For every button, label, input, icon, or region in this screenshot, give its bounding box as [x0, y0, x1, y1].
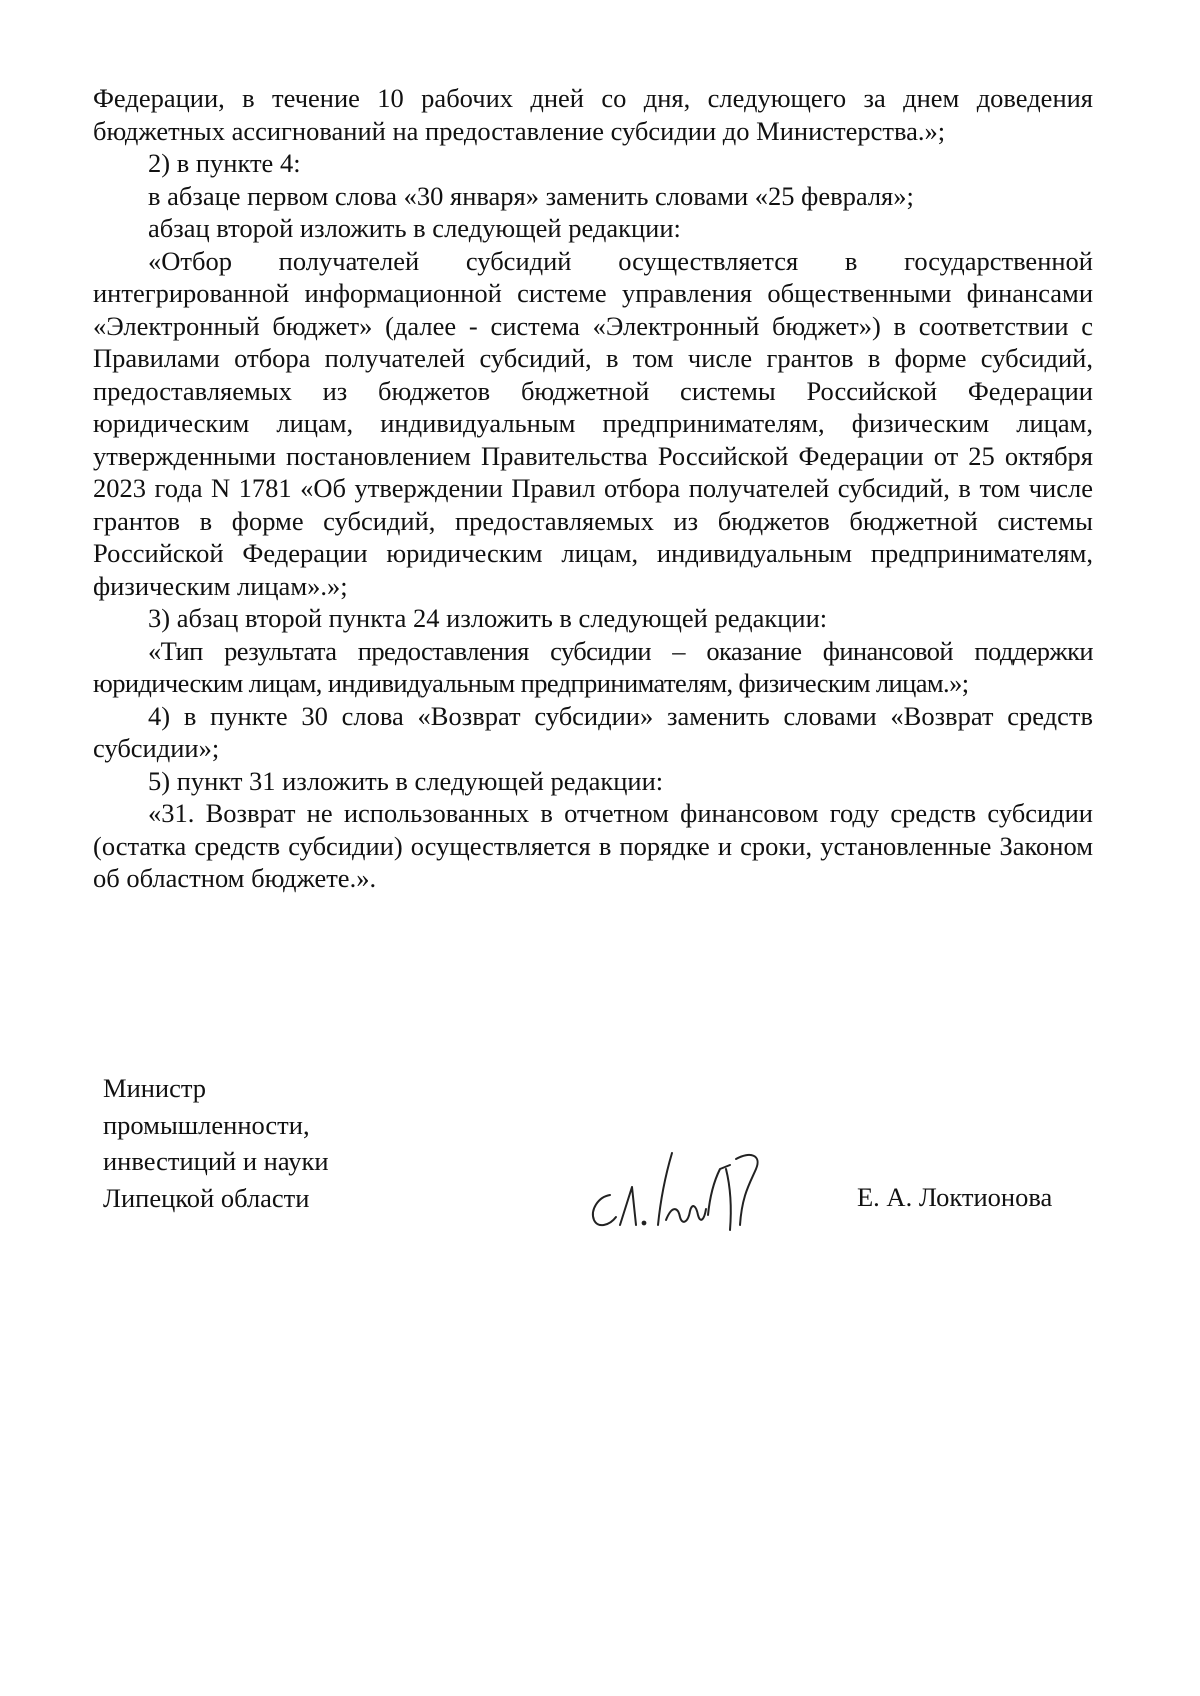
paragraph-4: абзац второй изложить в следующей редакции:: [148, 213, 681, 243]
position-line-1: Министр: [103, 1073, 207, 1103]
position-line-3: инвестиций и науки: [103, 1146, 329, 1176]
paragraph-3: в абзаце первом слова «30 января» заменить словами «25 февраля»;: [148, 180, 914, 211]
paragraph-2: 2) в пункте 4:: [148, 148, 301, 178]
paragraph-1: Федерации, в течение 10 рабочих дней со дня, следующего за днем доведения бюджетных ассигнований на предоставление субсидии до Министерства.»;: [93, 83, 1093, 146]
paragraph-9: 5) пункт 31 изложить в следующей редакции:: [148, 765, 664, 796]
signatory-name: Е. А. Локтионова: [857, 1182, 1053, 1212]
document-body: [93, 82, 1093, 895]
paragraph-6: 3) абзац второй пункта 24 изложить в следующей редакции:: [148, 603, 828, 633]
handwritten-signature: [580, 1125, 780, 1240]
paragraph-8: 4) в пункте 30 слова «Возврат субсидии» заменить словами «Возврат средств субсидии»;: [93, 700, 1093, 763]
position-line-4: Липецкой области: [103, 1182, 310, 1213]
signatory-position: [103, 1070, 329, 1216]
paragraph-5: «Отбор получателей субсидий осуществляется в государственной интегрированной информационной системе управления общественными финансами «Электронный бюджет» (далее - система «Электронный бюджет») в соответствии с Правилами отбора получателей субсидий, в том числе грантов в форме субсидий, предоставляемых из бюджетов бюджетной системы Российской Федерации юридическим лицам, индивидуальным предпринимателям, физическим лицам, утвержденными постановлением Правительства Российской Федерации от 25 октября 2023 года N 1781 «Об утверждении Правил отбора получателей субсидий, в том числе грантов в форме субсидий, предоставляемых из бюджетов бюджетной системы Российской Федерации юридическим лицам, индивидуальным предпринимателям, физическим лицам».»;: [93, 245, 1093, 601]
paragraph-7: «Тип результата предоставления субсидии – оказание финансовой поддержки юридическим лицам, индивидуальным предпринимателям, физическим лицам.»;: [93, 635, 1093, 698]
position-line-2: промышленности,: [103, 1109, 310, 1140]
paragraph-10: «31. Возврат не использованных в отчетном финансовом году средств субсидии (остатка средств субсидии) осуществляется в порядке и сроки, установленные Законом об областном бюджете.».: [93, 798, 1093, 893]
